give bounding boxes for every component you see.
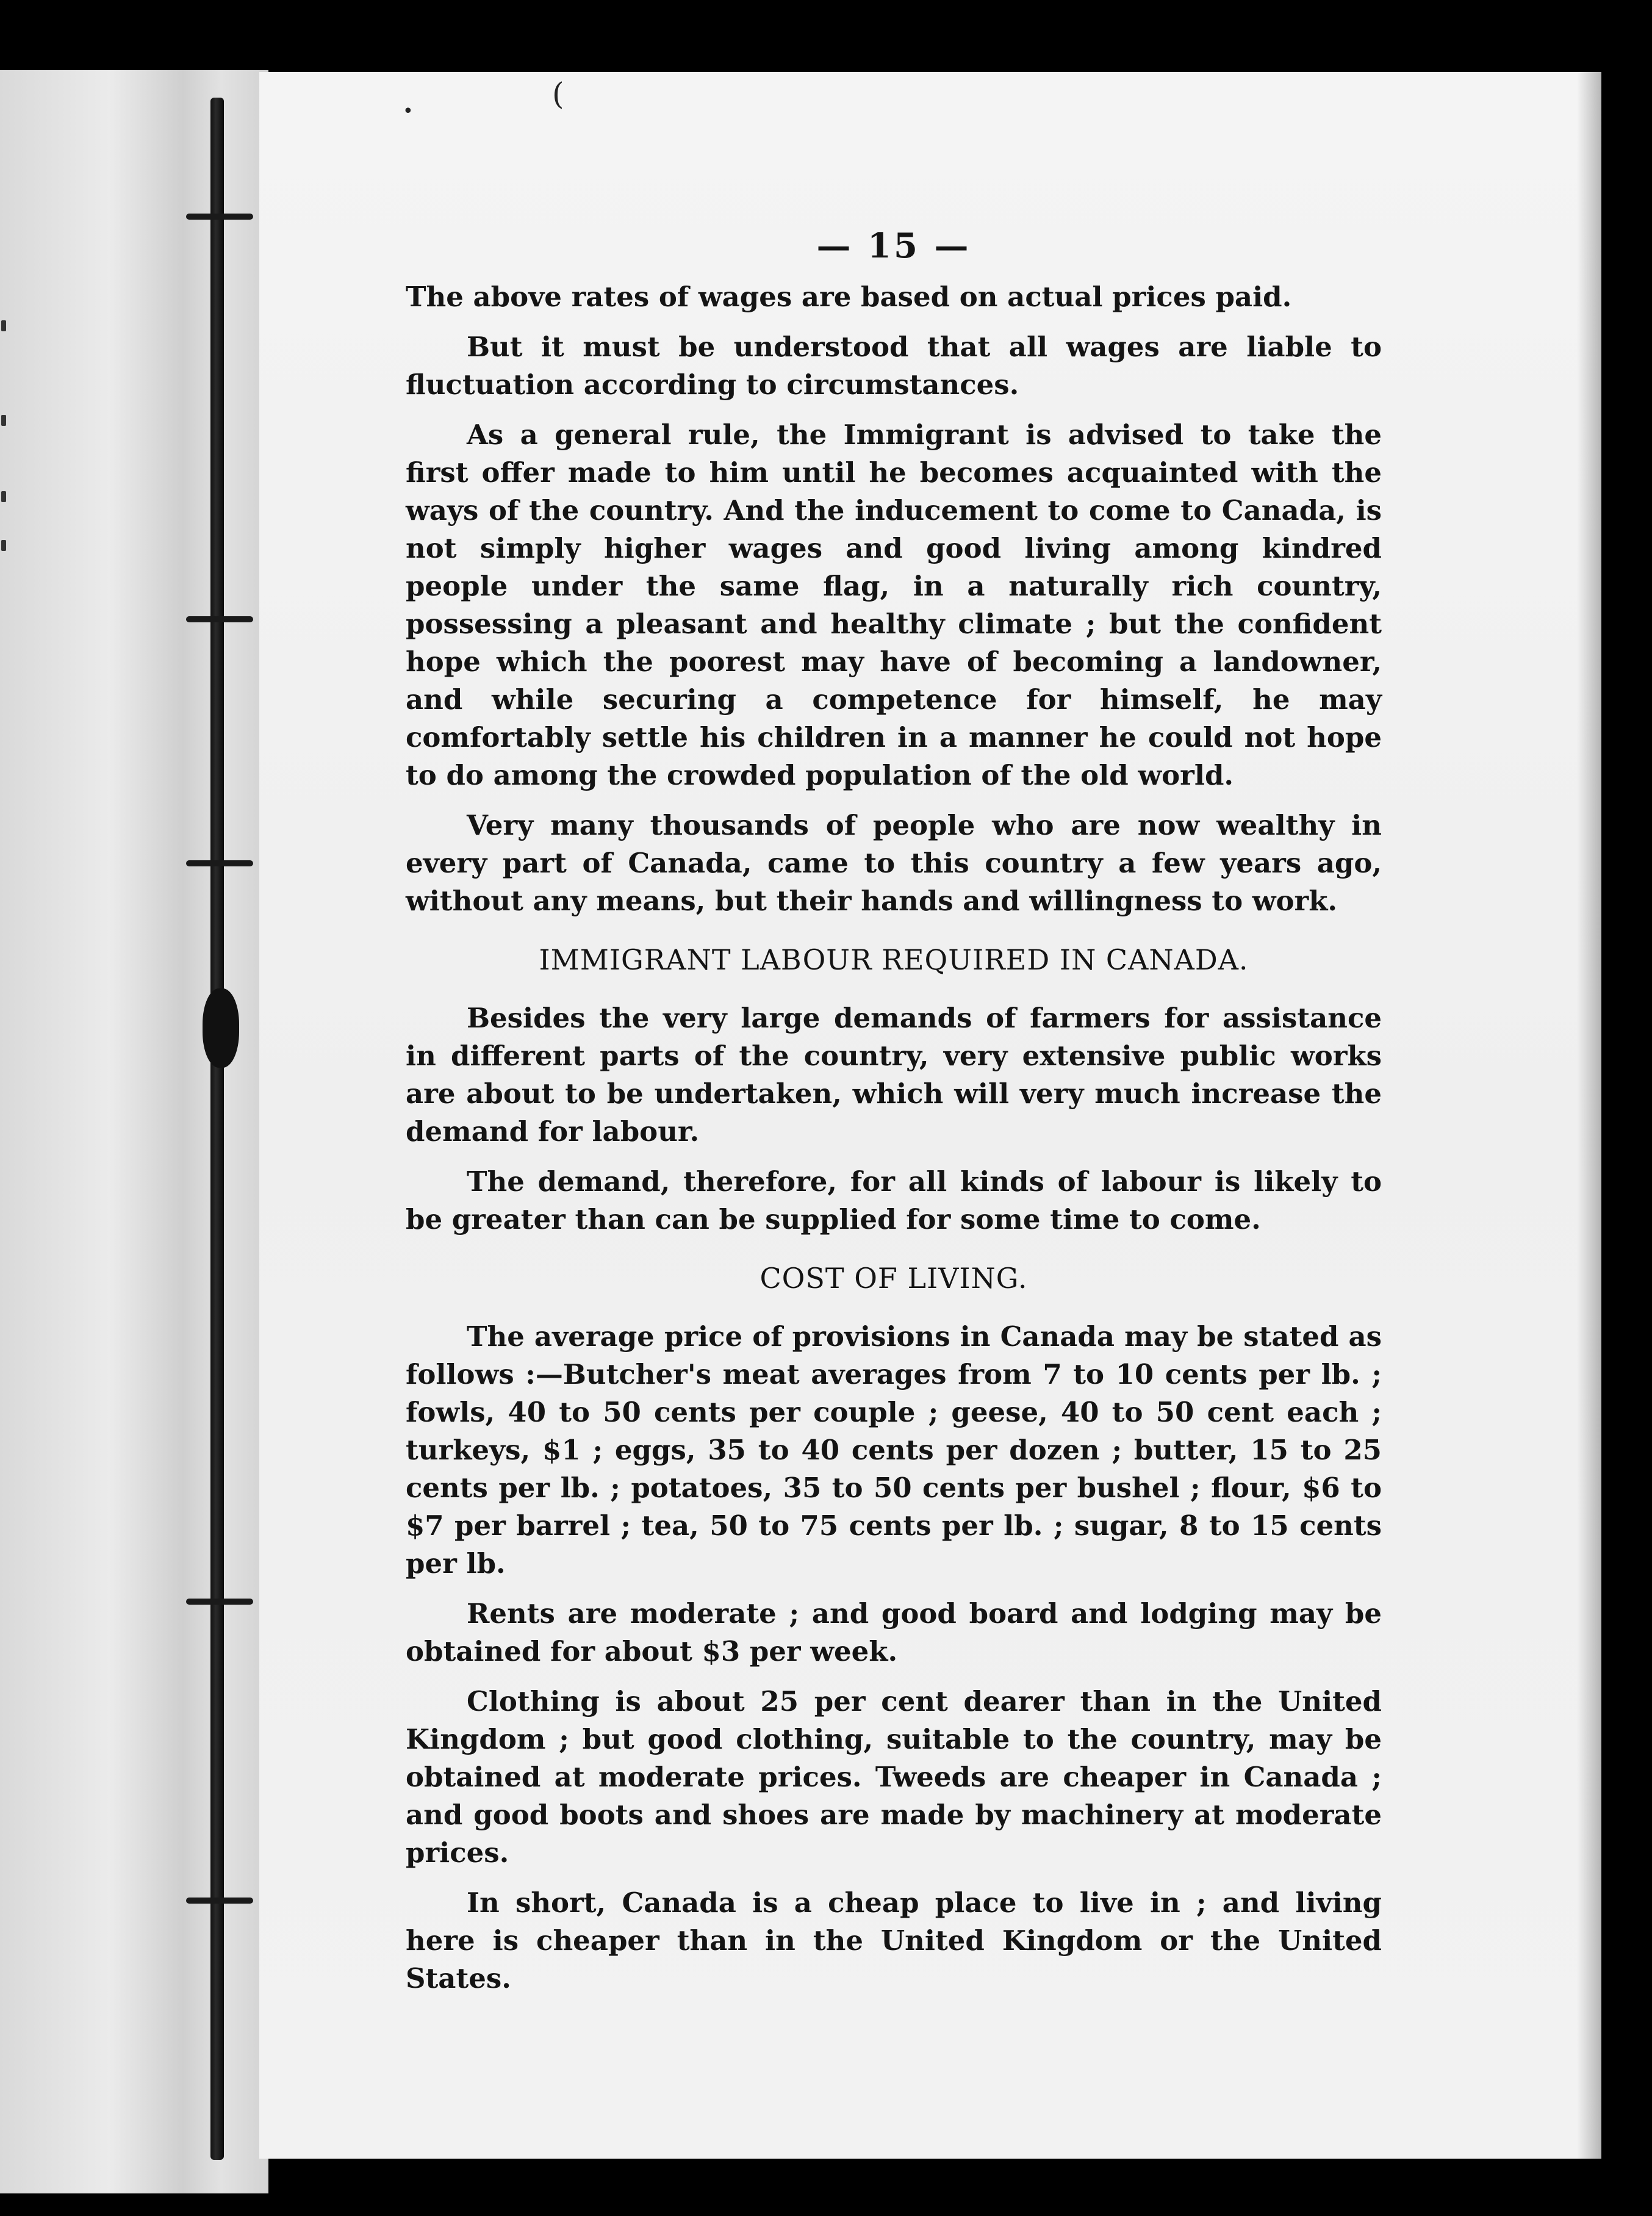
page-number: — 15 — bbox=[816, 226, 971, 266]
stray-mark: • bbox=[403, 101, 414, 122]
paragraph: But it must be understood that all wages are liable to fluctuation according to circumstances. bbox=[406, 331, 1382, 401]
page-edge-shadow bbox=[1577, 72, 1601, 2159]
paragraph: The demand, therefore, for all kinds of labour is likely to be greater than can be supplied for some time to come. bbox=[406, 1165, 1382, 1236]
binding-stitch bbox=[186, 1599, 253, 1605]
binding-stitch bbox=[186, 860, 253, 866]
page-text bbox=[406, 226, 1382, 2010]
book-spine bbox=[183, 70, 268, 2193]
left-page-mark bbox=[1, 320, 6, 331]
section-heading: IMMIGRANT LABOUR REQUIRED IN CANADA. bbox=[539, 943, 1249, 976]
left-page-mark bbox=[1, 540, 6, 551]
paragraph: The average price of provisions in Canada may be stated as follows :—Butcher's meat averages from 7 to 10 cents per lb. ; fowls, 40 to 50 cents per couple ; geese, 40 to 50 cent each ; turkeys, $1 ; eggs, 35 to 40 cents per dozen ; butter, 15 to 25 cents per lb. ; potatoes, 35 to 50 cents per bushel ; flour, $6 to $7 per barrel ; tea, 50 to 75 cents per lb. ; sugar, 8 to 15 cents per lb. bbox=[406, 1320, 1382, 1580]
paragraph: The above rates of wages are based on actual prices paid. bbox=[406, 281, 1292, 313]
paragraph: Besides the very large demands of farmers for assistance in different parts of the country, very extensive public works are about to be undertaken, which will very much increase the demand for labour. bbox=[406, 1002, 1382, 1148]
left-page-mark bbox=[1, 491, 6, 502]
left-page-sliver bbox=[0, 70, 183, 2193]
left-page-mark bbox=[1, 415, 6, 426]
binding-stitch bbox=[186, 616, 253, 622]
ink-blot bbox=[203, 988, 239, 1068]
stray-mark: ( bbox=[552, 76, 564, 112]
paragraph: Rents are moderate ; and good board and lodging may be obtained for about $3 per week. bbox=[406, 1597, 1382, 1667]
section-heading: COST OF LIVING. bbox=[760, 1262, 1028, 1295]
binding-stitch bbox=[186, 214, 253, 220]
paragraph: In short, Canada is a cheap place to live in ; and living here is cheaper than in the United Kingdom or the United States. bbox=[406, 1887, 1382, 1995]
paragraph: Clothing is about 25 per cent dearer than in the United Kingdom ; but good clothing, suitable to the country, may be obtained at moderate prices. Tweeds are cheaper in Canada ; and good boots and shoes are made by machinery at moderate prices. bbox=[406, 1685, 1382, 1869]
binding-edge bbox=[210, 98, 224, 2160]
binding-stitch bbox=[186, 1898, 253, 1904]
paragraph: Very many thousands of people who are now wealthy in every part of Canada, came to this country a few years ago, without any means, but their hands and willingness to work. bbox=[406, 809, 1382, 917]
paragraph: As a general rule, the Immigrant is advised to take the first offer made to him until he becomes acquainted with the ways of the country. And the inducement to come to Canada, is not simply higher wages and good living among kindred people under the same flag, in a naturally rich country, possessing a pleasant and healthy climate ; but the confident hope which the poorest may have of becoming a landowner, and while securing a competence for himself, he may comfortably settle his children in a manner he could not hope to do among the crowded population of the old world. bbox=[406, 419, 1382, 791]
